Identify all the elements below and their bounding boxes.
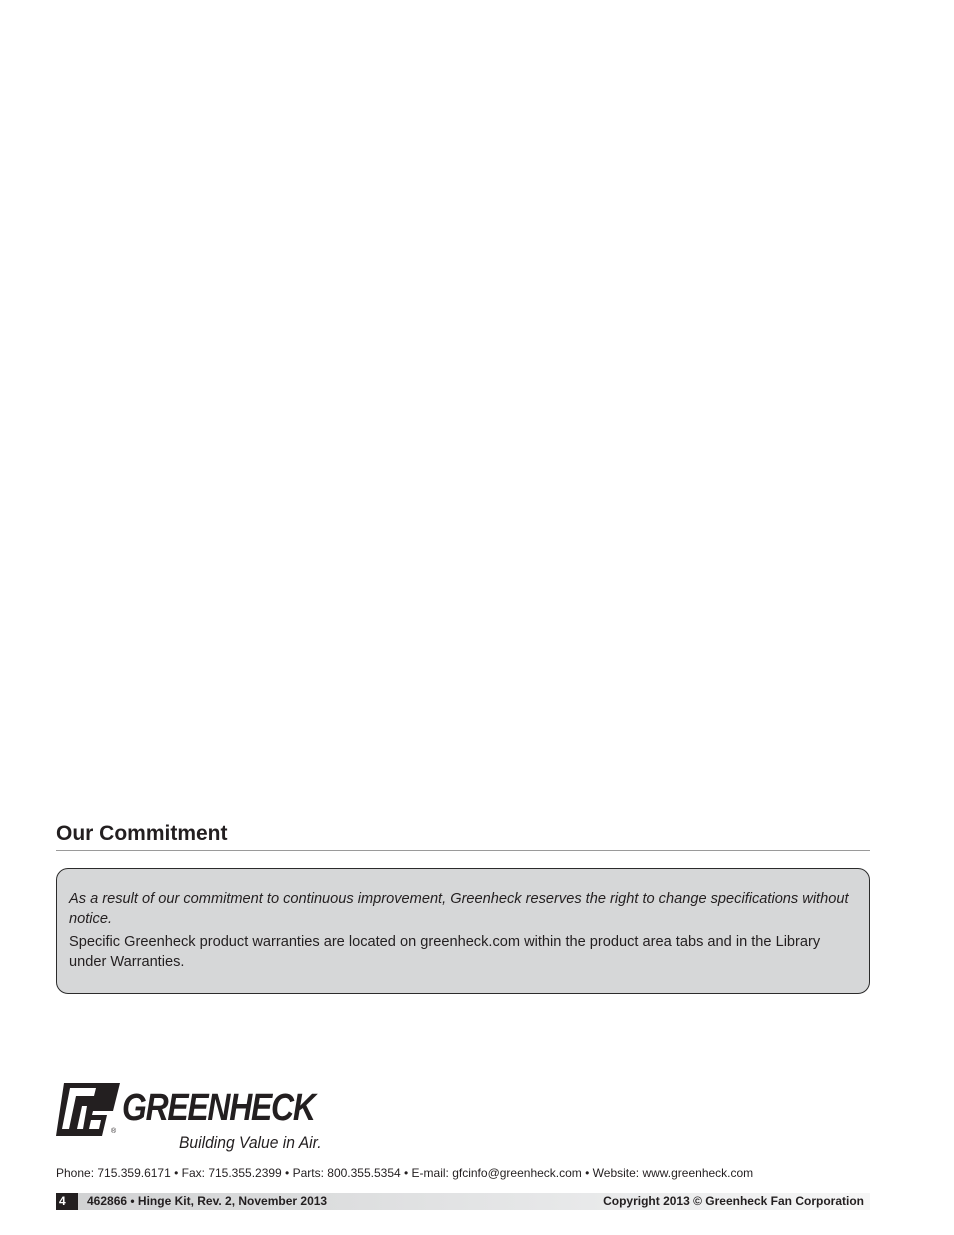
- section-divider: [56, 850, 870, 851]
- footer-bar: [56, 1193, 870, 1210]
- commitment-note: As a result of our commitment to continuous improvement, Greenheck reserves the right to change specifications without notice.: [69, 891, 849, 927]
- commitment-box: [56, 868, 870, 994]
- logo-tagline: Building Value in Air.: [179, 1133, 322, 1152]
- greenheck-logo: [56, 1082, 346, 1154]
- page-number: 4: [56, 1193, 78, 1210]
- logo-wordmark: GREENHECK: [122, 1087, 315, 1129]
- warranty-text: Specific Greenheck product warranties are located on greenheck.com within the product area tabs and in the Library under Warranties.: [69, 934, 821, 970]
- contact-info: Phone: 715.359.6171 • Fax: 715.355.2399 • Parts: 800.355.5354 • E-mail: gfcinfo@greenheck.com • Website: www.greenheck.com: [56, 1166, 754, 1180]
- registered-mark: ®: [111, 1128, 117, 1135]
- section-title: Our Commitment: [56, 822, 228, 845]
- document-reference: 462866 • Hinge Kit, Rev. 2, November 2013: [87, 1194, 328, 1208]
- copyright-notice: Copyright 2013 © Greenheck Fan Corporation: [603, 1194, 864, 1208]
